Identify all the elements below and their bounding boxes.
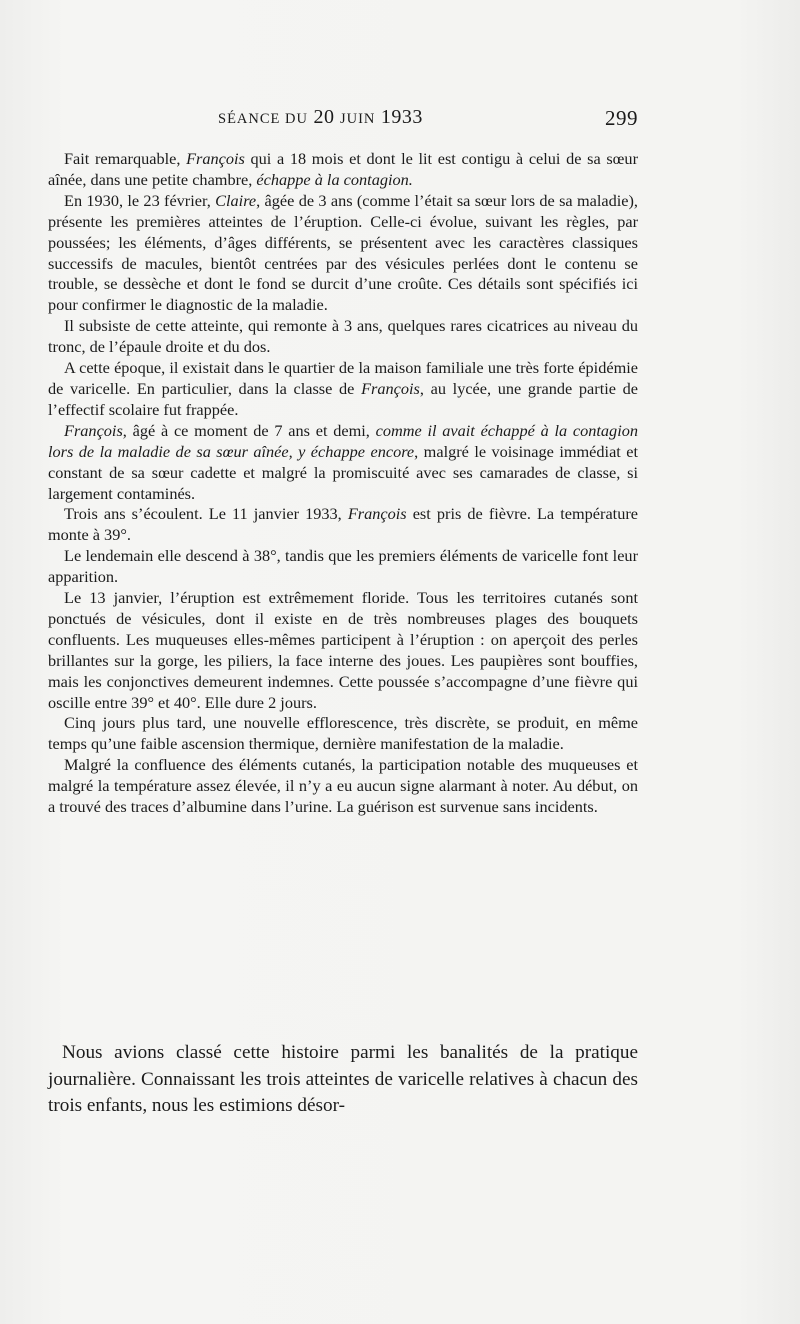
text-run: Il subsiste de cette atteinte, qui remonte à 3 ans, quelques rares cicatrices au niveau du tronc, de l’épaule droite et du dos. xyxy=(48,316,638,357)
emphasis: échappe à la contagion. xyxy=(256,169,413,189)
paragraph-6 xyxy=(48,504,638,546)
paragraph-7 xyxy=(48,546,638,588)
running-header xyxy=(48,106,638,136)
person-name: François xyxy=(347,504,407,524)
text-run: , âgé à ce moment de 7 ans et demi, xyxy=(122,420,376,440)
text-run: En 1930, le 23 février, xyxy=(64,190,216,210)
paragraph-10 xyxy=(48,755,638,818)
person-name: François xyxy=(64,420,123,440)
body-text xyxy=(48,149,638,818)
text-run: , âgée de 3 ans (comme l’était sa sœur lors de sa maladie), présente les premières atteintes de l’éruption. Celle-ci évolue, suivant les règles, par poussées; les éléments, d’âges différents, se présentent avec les caractères classiques successifs de macules, bientôt centrées par des vésicules perlées dont le contenu se trouble, se dessèche et dont le fond se durcit d’une croûte. Ces détails sont spécifiés ici pour confirmer le diagnostic de la maladie. xyxy=(48,190,638,315)
text-run: Malgré la confluence des éléments cutanés, la participation notable des muqueuses et malgré la température assez élevée, il n’y a eu aucun signe alarmant à noter. Au début, on a trouvé des traces d’albumine dans l’urine. La guérison est survenue sans incidents. xyxy=(48,755,638,817)
paragraph-2 xyxy=(48,191,638,316)
emphasis: comme il avait échappé à la contagion lors de la maladie de sa sœur aînée, y échappe encore xyxy=(48,420,638,461)
text-run: Cinq jours plus tard, une nouvelle efflorescence, très discrète, se produit, en même temps qu’une faible ascension thermique, dernière manifestation de la maladie. xyxy=(48,713,638,754)
person-name: François xyxy=(361,378,420,398)
text-run: est pris de fièvre. La température monte à 39°. xyxy=(48,504,638,545)
text-run: , malgré le voisinage immédiat et constant de sa sœur cadette et malgré la promiscuité avec ses camarades de classe, si largement contaminés. xyxy=(48,441,639,503)
running-title xyxy=(218,106,423,129)
paragraph-4 xyxy=(48,358,638,421)
paragraph-9 xyxy=(48,713,638,755)
title-year: 1933 xyxy=(380,106,423,128)
paragraph-3 xyxy=(48,316,638,358)
text-run: Nous avions classé cette histoire parmi les banalités de la pratique journalière. Connaissant les trois atteintes de varicelle relatives à chacun des trois enfants, nous les estimions désor- xyxy=(48,1042,638,1116)
text-run: A cette époque, il existait dans le quartier de la maison familiale une très forte épidémie de varicelle. En particulier, dans la classe de xyxy=(48,358,638,398)
text-run: Le lendemain elle descend à 38°, tandis que les premiers éléments de varicelle font leur apparition. xyxy=(48,546,638,587)
closing-paragraph-block xyxy=(48,1040,638,1120)
title-month: JUIN xyxy=(339,111,376,127)
text-run: Trois ans s’écoulent. Le 11 janvier 1933, xyxy=(64,504,348,524)
paragraph-11 xyxy=(48,1040,638,1120)
title-day: 20 xyxy=(313,106,335,128)
text-run: Fait remarquable, xyxy=(64,149,187,168)
paragraph-8 xyxy=(48,588,638,713)
person-name: François xyxy=(186,149,245,168)
title-prefix: SÉANCE DU xyxy=(218,111,308,127)
text-run: qui a 18 mois et dont le lit est contigu à celui de sa sœur aînée, dans une petite chambre, xyxy=(48,149,638,189)
text-run: Le 13 janvier, l’éruption est extrêmement floride. Tous les territoires cutanés sont ponctués de vésicules, dont il existe en de très nombreuses plages des bouquets confluents. Les muqueuses elles-mêmes participent à l’éruption : on aperçoit des perles brillantes sur la gorge, les piliers, la face interne des joues. Les paupières sont bouffies, mais les conjonctives demeurent indemnes. Cette poussée s’accompagne d’une fièvre qui oscille entre 39° et 40°. Elle dure 2 jours. xyxy=(48,588,638,712)
paragraph-1 xyxy=(48,149,638,191)
text-run: , au lycée, une grande partie de l’effectif scolaire fut frappée. xyxy=(48,378,638,419)
page-number: 299 xyxy=(605,106,638,130)
paragraph-5 xyxy=(48,421,638,505)
person-name: Claire xyxy=(215,190,257,210)
